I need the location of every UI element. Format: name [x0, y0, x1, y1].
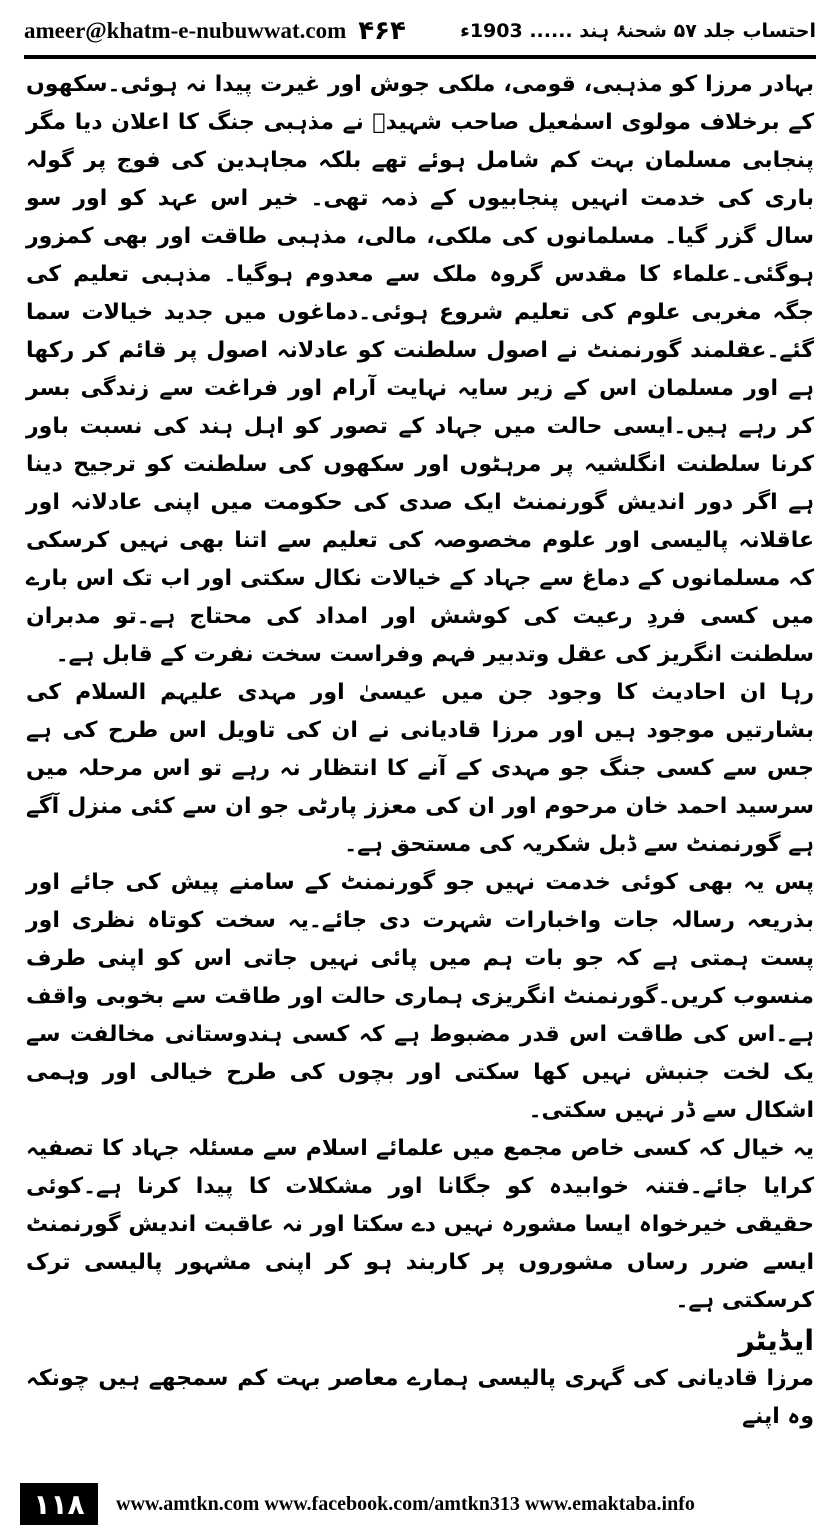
page-footer: [20, 1482, 820, 1526]
editor-signature: ایڈیٹر: [738, 1324, 814, 1357]
article-body: [26, 66, 814, 1436]
footer-page-number: ۱۱۸: [20, 1483, 98, 1525]
closing-line: مرزا قادیانی کی گہری پالیسی ہمارے معاصر بہت کم سمجھے ہیں چونکہ وہ اپنے: [26, 1366, 814, 1429]
header-divider: [24, 55, 816, 59]
header-page-number: ۴۶۴: [358, 16, 406, 46]
header-email[interactable]: ameer@khatm-e-nubuwwat.com: [24, 18, 347, 43]
page-header: [24, 12, 816, 50]
footer-website-links[interactable]: www.amtkn.com www.facebook.com/amtkn313 www.emaktaba.info: [116, 1492, 695, 1515]
header-left-group: [24, 16, 406, 46]
paragraph-1: بہادر مرزا کو مذہبی، قومی، ملکی جوش اور غیرت پیدا نہ ہوئی۔سکھوں کے برخلاف مولوی اسمٰعیل صاحب شہیدؒ نے مذہبی جنگ کا اعلان دیا مگر پنجابی مسلمان بہت کم شامل ہوئے تھے بلکہ مجاہدین کی فوج پر گولہ باری کی خدمت انہیں پنجابیوں کے ذمہ تھی۔ خیر اس عہد کو اور سو سال گزر گیا۔ مسلمانوں کی ملکی، مالی، مذہبی طاقت اور بھی کمزور ہوگئی۔علماء کا مقدس گروہ ملک سے معدوم ہوگیا۔ مذہبی تعلیم کی جگہ مغربی علوم کی تعلیم شروع ہوئی۔دماغوں میں جدید خیالات سما گئے۔عقلمند گورنمنٹ نے اصول سلطنت کو عادلانہ اصول پر قائم کر رکھا ہے اور مسلمان اس کے زیر سایہ نہایت آرام اور فراغت سے زندگی بسر کر رہے ہیں۔ایسی حالت میں جہاد کے تصور کو اہل ہند کی نسبت باور کرنا سلطنت انگلشیہ پر مرہٹوں اور سکھوں کی سلطنت کو ترجیح دینا ہے اگر دور اندیش گورنمنٹ ایک صدی کی حکومت میں اپنی عادلانہ اور عاقلانہ پالیسی اور علوم مخصوصہ کی تعلیم سے اتنا بھی نہیں کرسکی کہ مسلمانوں کے دماغ سے جہاد کے خیالات نکال سکتی اور اب تک اس بارے میں کسی فردِ رعیت کی کوشش اور امداد کی محتاج ہے۔تو مدبران سلطنت انگریز کی عقل وتدبیر فہم وفراست سخت نفرت کے قابل ہے۔: [26, 72, 814, 667]
paragraph-4: یہ خیال کہ کسی خاص مجمع میں علمائے اسلام سے مسئلہ جہاد کا تصفیہ کرایا جائے۔فتنہ خوابیدہ کو جگانا اور مشکلات کا پیدا کرنا ہے۔کوئی حقیقی خیرخواہ ایسا مشورہ نہیں دے سکتا اور نہ عاقبت اندیش گورنمنٹ ایسے ضرر رساں مشوروں پر کاربند ہو کر اپنی مشہور پالیسی ترک کرسکتی ہے۔: [26, 1136, 814, 1313]
paragraph-2: رہا ان احادیث کا وجود جن میں عیسیٰ اور مہدی علیہم السلام کی بشارتیں موجود ہیں اور مرزا قادیانی نے ان کی تاویل اس طرح کی ہے جس سے کسی جنگ جو مہدی کے آنے کا انتظار نہ رہے تو اس مرحلہ میں سرسید احمد خان مرحوم اور ان کی معزز پارٹی جو ان سے کئی منزل آگے ہے گورنمنٹ سے ڈبل شکریہ کی مستحق ہے۔: [26, 680, 814, 857]
paragraph-3: پس یہ بھی کوئی خدمت نہیں جو گورنمنٹ کے سامنے پیش کی جائے اور بذریعہ رسالہ جات واخبارات شہرت دی جائے۔یہ سخت کوتاہ نظری اور پست ہمتی ہے کہ جو بات ہم میں پائی نہیں جاتی اس کو اپنی طرف منسوب کریں۔گورنمنٹ انگریزی ہماری حالت اور طاقت سے بخوبی واقف ہے۔اس کی طاقت اس قدر مضبوط ہے کہ کسی ہندوستانی مخالفت سے یک لخت جنبش نہیں کھا سکتی اور بچوں کی طرح خیالی اور وہمی اشکال سے ڈر نہیں سکتی۔: [26, 870, 814, 1123]
header-book-title: احتساب جلد ۵۷ شحنۂ ہند ...... 1903ء: [460, 20, 816, 42]
